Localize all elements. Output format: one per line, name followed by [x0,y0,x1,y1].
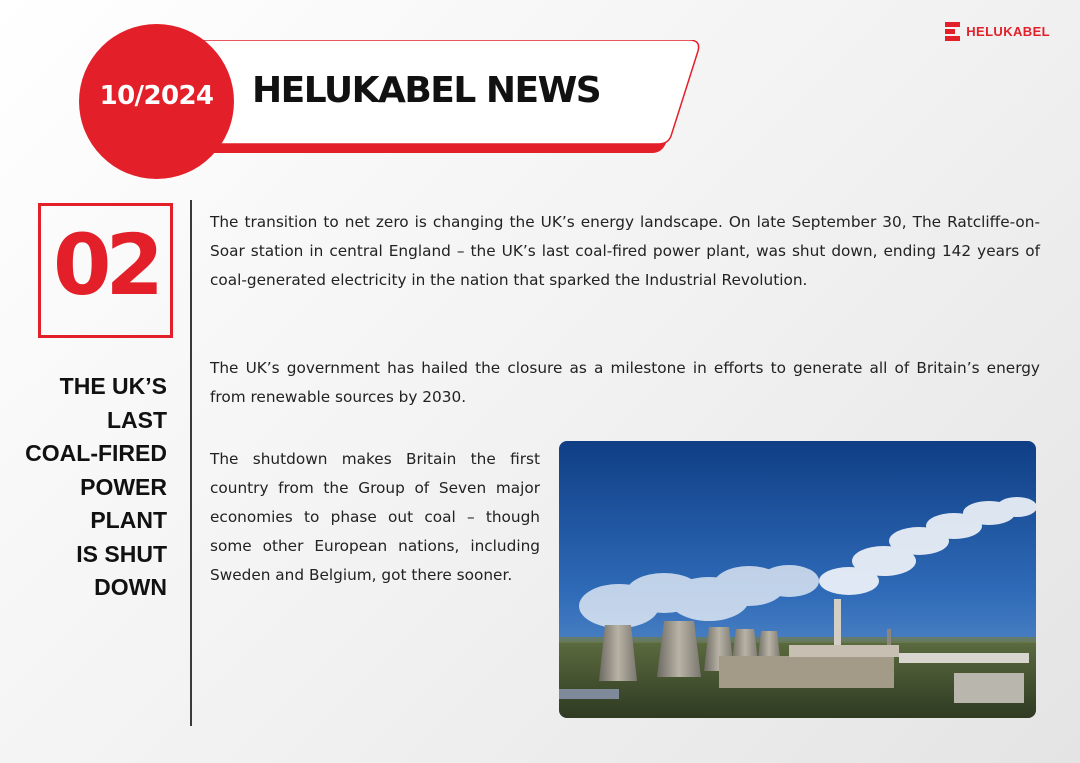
article-paragraph-2: The UK’s government has hailed the closure as a milestone in efforts to generate all of Britain’s energy from renewable sources by 2030. [210,359,1040,406]
column-divider [190,200,192,726]
newsletter-title: HELUKABEL NEWS [252,70,601,111]
issue-date: 10/2024 [99,81,214,111]
headline-line: IS SHUT [76,540,167,567]
headline-line: DOWN [94,574,167,600]
article-paragraph-3: The shutdown makes Britain the first country from the Group of Seven major economies to phase out coal – though some other European nations, including Sweden and Belgium, got there sooner. [210,450,540,584]
headline-line: THE UK’S [59,373,167,399]
headline-line: COAL-FIRED [25,440,167,466]
article-number: 02 [53,216,158,314]
helukabel-logo-icon [945,22,960,41]
article-headline [20,370,167,605]
headline-line: PLANT [90,507,167,533]
power-plant-photo [559,441,1036,718]
headline-line: POWER [80,473,167,500]
logo-wordmark: HELUKABEL [966,24,1050,39]
article-paragraph-1: The transition to net zero is changing the UK’s energy landscape. On late September 30, The Ratcliffe-on-Soar station in central England – the UK’s last coal-fired power plant, was shut down, ending 142 years of coal-generated electricity in the nation that sparked the Industrial Revolution. [210,213,1040,289]
headline-line: LAST [106,406,167,433]
helukabel-logo [945,22,1050,41]
